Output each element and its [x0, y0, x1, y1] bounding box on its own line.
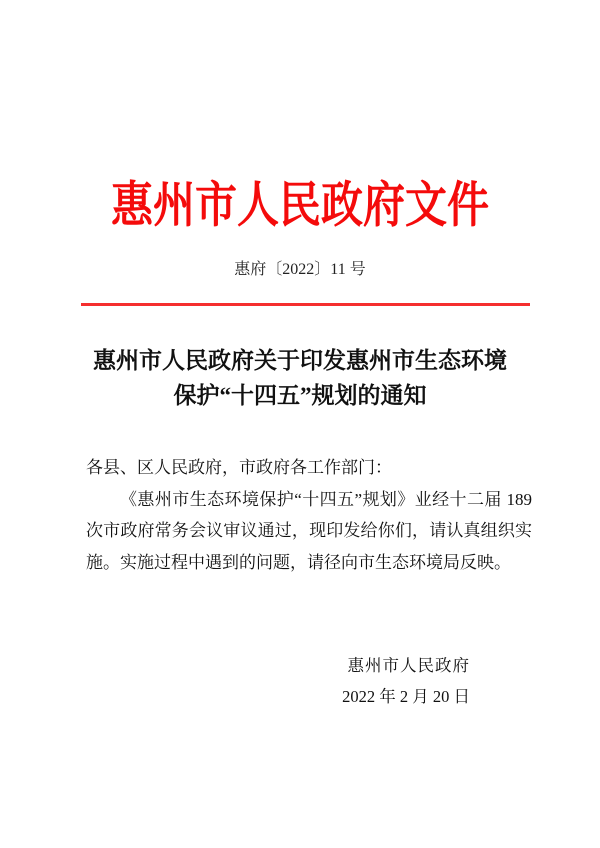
- document-title-line2: 保护“十四五”规划的通知: [173, 383, 427, 408]
- document-title-line1: 惠州市人民政府关于印发惠州市生态环境: [93, 348, 507, 373]
- signature-org: 惠州市人民政府: [347, 656, 470, 675]
- signature-date: 2022 年 2 月 20 日: [342, 687, 470, 706]
- document-masthead-title: 惠州市人民政府文件: [110, 179, 489, 234]
- red-divider-line: [81, 303, 530, 306]
- document-body: [86, 452, 532, 578]
- document-number: 惠府〔2022〕11 号: [234, 261, 366, 278]
- salutation-line: 各县、区人民政府，市政府各工作部门：: [86, 458, 392, 477]
- signature-block: [342, 650, 470, 712]
- document-title: [0, 343, 600, 413]
- body-paragraph: 《惠州市生态环境保护“十四五”规划》业经十二届 189 次市政府常务会议审议通过，现印发给你们，请认真组织实施。实施过程中遇到的问题，请径向市生态环境局反映。: [86, 489, 532, 572]
